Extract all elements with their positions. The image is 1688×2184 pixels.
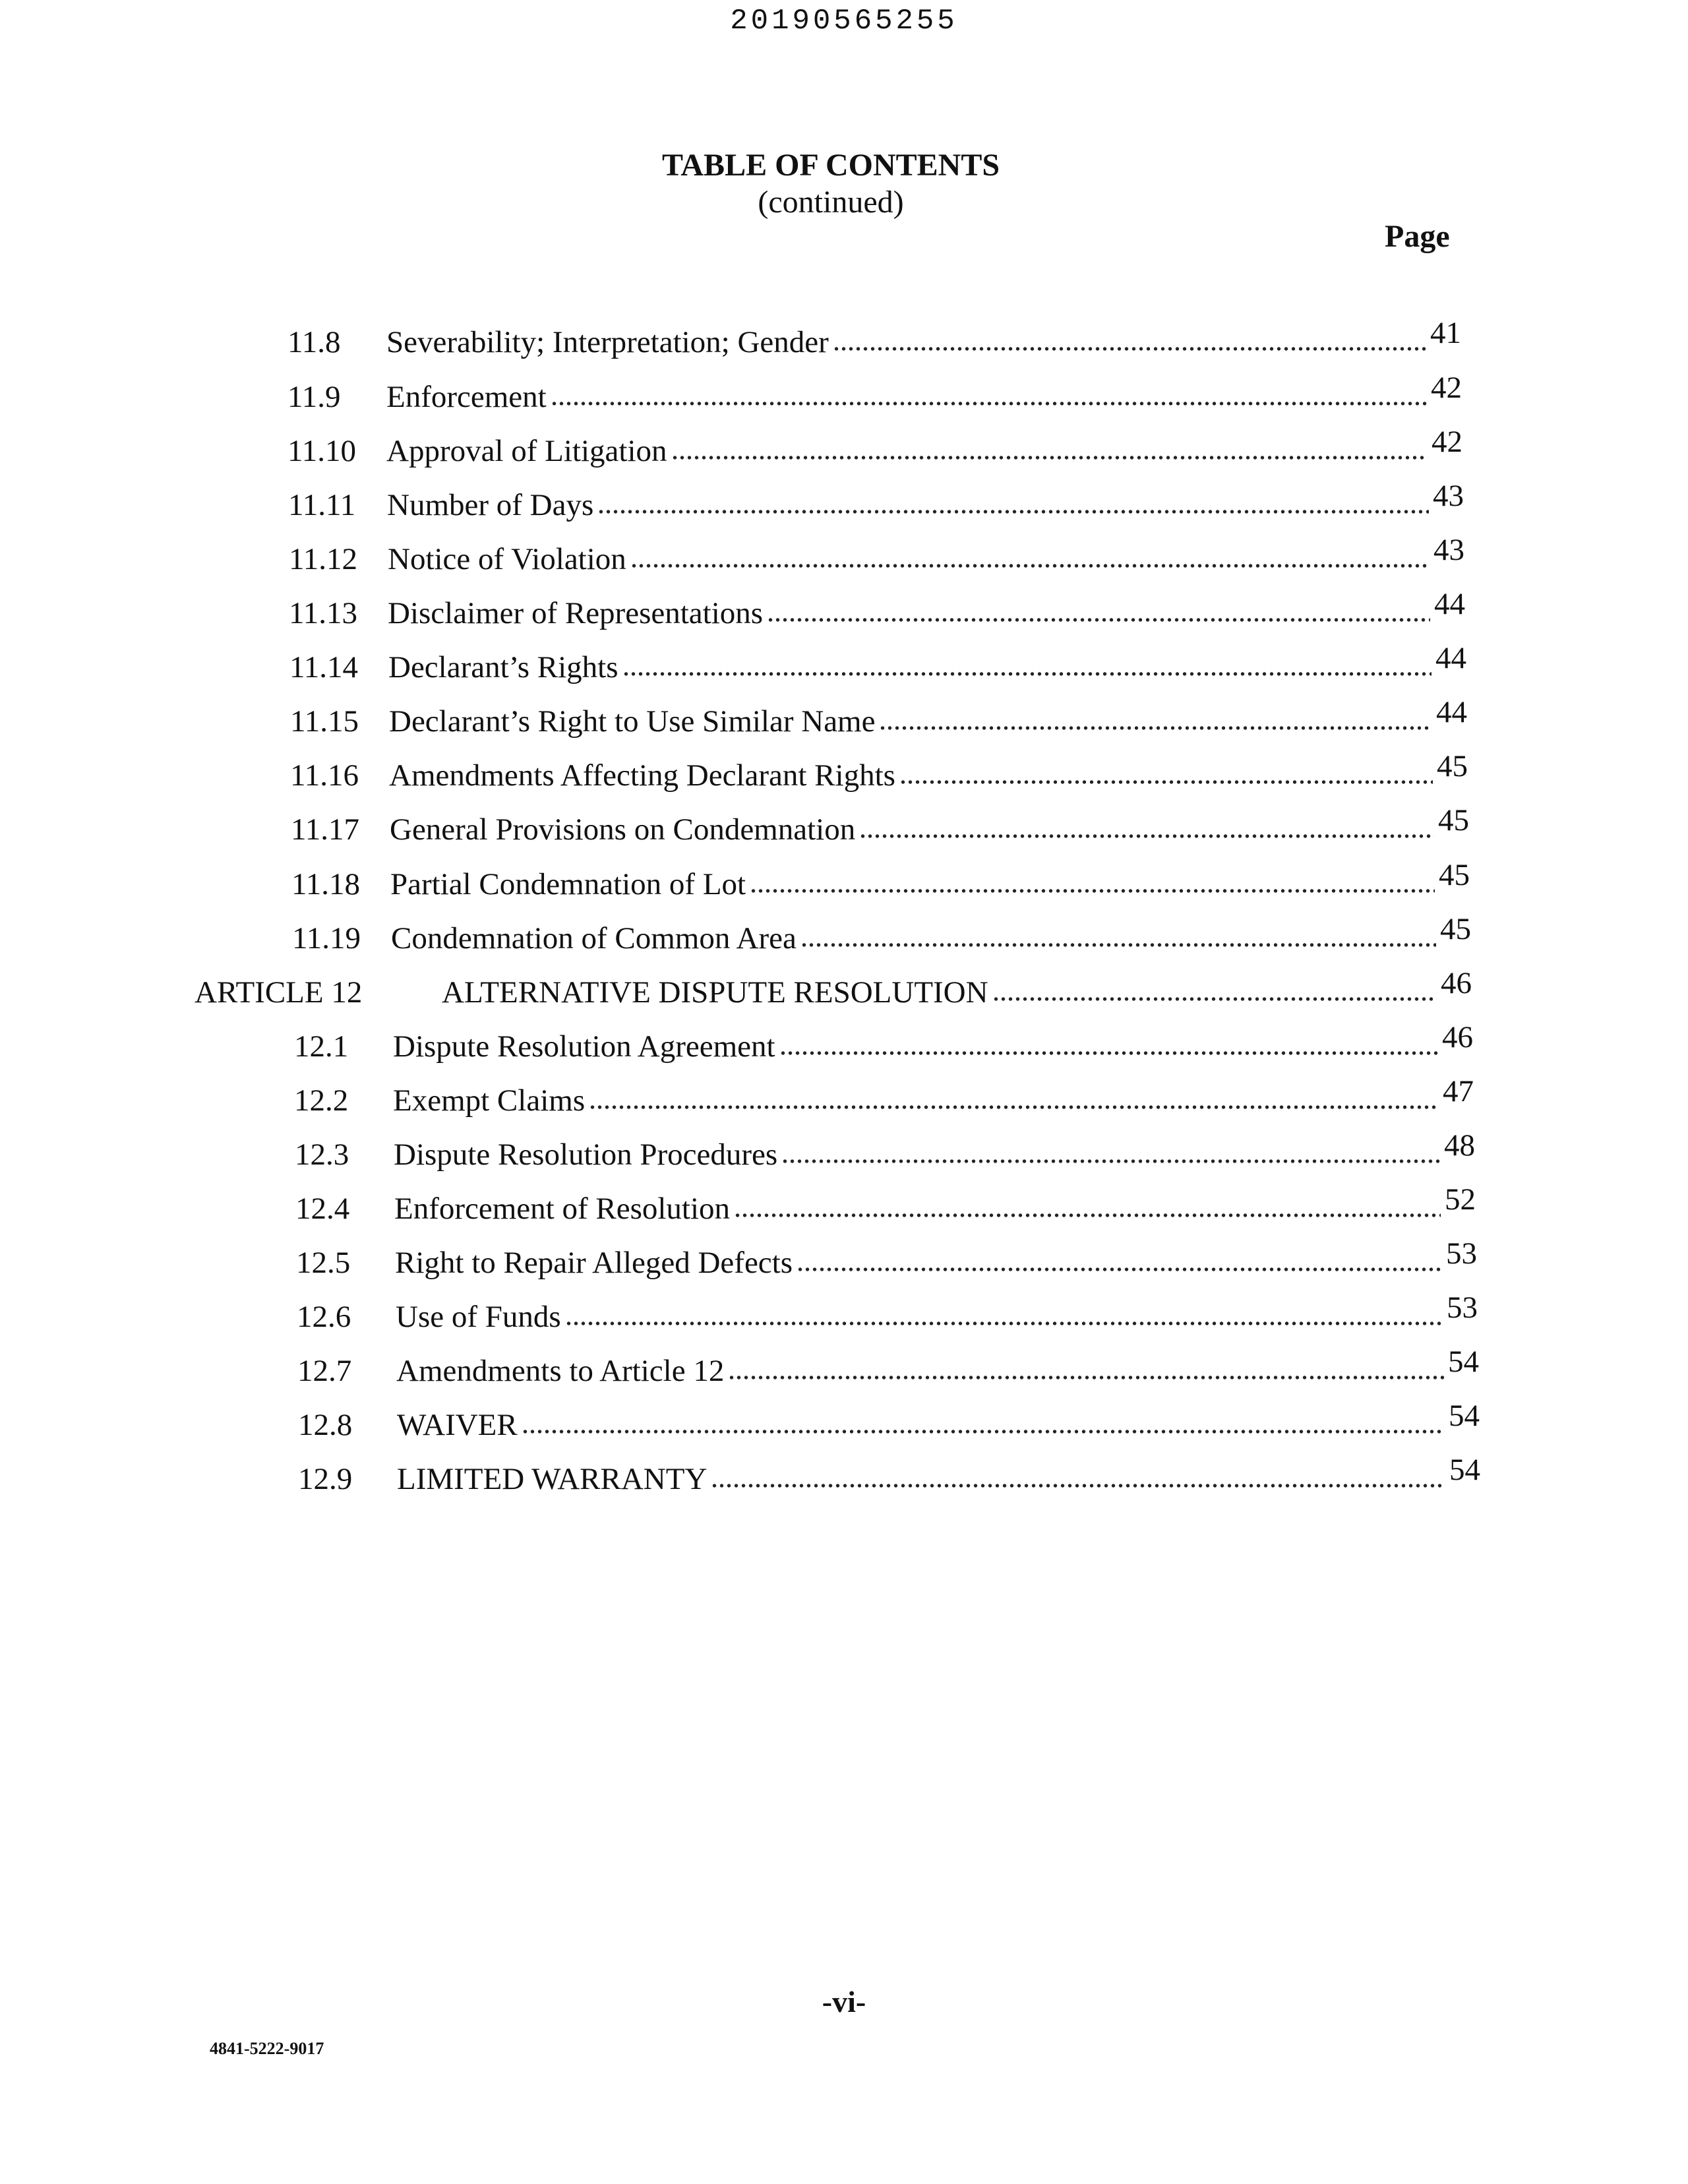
dot-leader [879, 724, 1432, 732]
toc-entry-number: 12.2 [294, 1083, 349, 1118]
toc-entry-number: 11.19 [292, 921, 361, 956]
toc-entry[interactable] [297, 1290, 1478, 1337]
dot-leader [597, 508, 1429, 516]
toc-entry-number: 12.6 [297, 1300, 351, 1334]
page-column-label: Page [1385, 219, 1450, 254]
dot-leader [899, 778, 1433, 786]
toc-entry-page: 54 [1449, 1453, 1480, 1487]
toc-entry-page: 45 [1440, 912, 1471, 946]
toc-entry[interactable] [289, 587, 1465, 634]
toc-entry-number: 11.8 [287, 325, 341, 359]
toc-entry-number: 11.11 [288, 488, 356, 522]
toc-entry-number: 12.1 [294, 1029, 349, 1064]
toc-entry[interactable] [298, 1399, 1480, 1445]
dot-leader [779, 1049, 1438, 1057]
toc-entry-title: Approval of Litigation [386, 434, 667, 468]
toc-entry[interactable] [295, 1128, 1475, 1175]
toc-entry[interactable] [298, 1453, 1480, 1500]
toc-entry-page: 46 [1441, 966, 1472, 1000]
toc-entry-number: 11.18 [291, 867, 361, 901]
toc-entry-number: 11.16 [290, 758, 359, 793]
dot-leader [800, 941, 1436, 949]
toc-entry-page: 45 [1438, 803, 1469, 837]
toc-entry[interactable] [287, 425, 1462, 471]
toc-entry-page: 47 [1443, 1074, 1474, 1108]
toc-entry[interactable] [291, 858, 1470, 905]
toc-entry-title: Amendments Affecting Declarant Rights [389, 758, 895, 793]
dot-leader [833, 345, 1426, 353]
toc-entry[interactable] [296, 1236, 1477, 1283]
toc-entry-number: 12.8 [298, 1408, 353, 1442]
toc-entry-title: LIMITED WARRANTY [397, 1462, 708, 1496]
dot-leader [671, 454, 1428, 462]
toc-entry-page: 44 [1436, 695, 1467, 729]
dot-leader [622, 670, 1432, 678]
dot-leader [734, 1211, 1441, 1219]
toc-entry-page: 54 [1448, 1345, 1479, 1379]
toc-entry-page: 53 [1446, 1236, 1477, 1271]
toc-entry-title: Enforcement [386, 380, 547, 414]
toc-entry-title: Dispute Resolution Agreement [393, 1029, 775, 1064]
document-number: 20190565255 [730, 5, 958, 38]
toc-entry[interactable] [290, 695, 1467, 742]
toc-entry[interactable] [290, 749, 1468, 796]
toc-entry[interactable] [291, 803, 1469, 850]
toc-entry[interactable] [294, 1020, 1473, 1067]
toc-entry[interactable] [287, 371, 1462, 417]
toc-entry[interactable] [295, 1182, 1476, 1229]
toc-entry-number: 11.13 [289, 596, 358, 630]
toc-entry-title: Partial Condemnation of Lot [390, 867, 746, 901]
toc-entry-title: ALTERNATIVE DISPUTE RESOLUTION [442, 975, 988, 1010]
toc-entry-number: 12.5 [296, 1246, 351, 1280]
dot-leader [859, 832, 1434, 840]
dot-leader [797, 1265, 1442, 1273]
toc-entry[interactable] [289, 533, 1464, 580]
toc-entry-page: 43 [1433, 479, 1464, 513]
dot-leader [589, 1103, 1439, 1111]
dot-leader [711, 1482, 1445, 1490]
toc-subheading: (continued) [758, 185, 904, 220]
toc-entry-number: ARTICLE 12 [195, 975, 363, 1010]
dot-leader [781, 1157, 1440, 1165]
toc-entry-title: Exempt Claims [393, 1083, 586, 1118]
toc-entry-title: WAIVER [397, 1408, 518, 1442]
toc-entry[interactable] [287, 316, 1461, 363]
toc-entry-number: 12.9 [298, 1462, 353, 1496]
toc-entry-title: Declarant’s Rights [388, 650, 618, 684]
dot-leader [992, 995, 1437, 1003]
dot-leader [728, 1374, 1444, 1381]
toc-entry-number: 11.15 [290, 704, 359, 739]
toc-entry-page: 43 [1433, 533, 1464, 567]
toc-entry-page: 42 [1432, 425, 1462, 459]
toc-entry-page: 44 [1435, 641, 1466, 675]
toc-entry-number: 11.14 [289, 650, 359, 684]
toc-entry[interactable] [292, 912, 1471, 959]
toc-entry-title: Condemnation of Common Area [391, 921, 797, 956]
toc-entry-number: 12.7 [297, 1354, 352, 1388]
toc-entry-title: Number of Days [387, 488, 594, 522]
footer-page-number: -vi- [822, 1985, 866, 2018]
toc-entry-page: 42 [1431, 371, 1462, 405]
dot-leader [565, 1320, 1443, 1327]
toc-entry-number: 11.12 [289, 542, 358, 576]
toc-entry-number: 12.3 [295, 1138, 349, 1172]
toc-entry-page: 45 [1439, 858, 1470, 892]
toc-heading: TABLE OF CONTENTS [661, 148, 1000, 183]
toc-entry-number: 12.4 [295, 1192, 350, 1226]
toc-entry-page: 46 [1442, 1020, 1473, 1054]
toc-entry-title: General Provisions on Condemnation [390, 812, 856, 847]
toc-entry[interactable] [294, 1074, 1474, 1121]
toc-entry-title: Notice of Violation [388, 542, 626, 576]
toc-entry-title: Right to Repair Alleged Defects [395, 1246, 793, 1280]
toc-entry-page: 41 [1430, 316, 1461, 350]
dot-leader [522, 1428, 1445, 1436]
toc-entry-page: 53 [1447, 1290, 1478, 1325]
toc-entry-title: Amendments to Article 12 [396, 1354, 725, 1388]
toc-entry-title: Disclaimer of Representations [388, 596, 764, 630]
toc-entry-page: 52 [1445, 1182, 1476, 1217]
toc-entry-title: Enforcement of Resolution [394, 1192, 731, 1226]
toc-entry-page: 45 [1437, 749, 1468, 783]
dot-leader [630, 562, 1430, 570]
toc-entry-title: Severability; Interpretation; Gender [386, 325, 829, 359]
toc-entry[interactable] [297, 1345, 1479, 1391]
toc-entry-title: Dispute Resolution Procedures [394, 1138, 778, 1172]
toc-entry-number: 11.17 [291, 812, 360, 847]
dot-leader [767, 616, 1430, 624]
toc-entry-number: 11.10 [287, 434, 357, 468]
toc-entry-title: Declarant’s Right to Use Similar Name [389, 704, 876, 739]
toc-entry-number: 11.9 [287, 380, 341, 414]
toc-entry-page: 54 [1449, 1399, 1480, 1433]
toc-entry[interactable] [288, 479, 1464, 526]
toc-entry-page: 48 [1444, 1128, 1475, 1163]
toc-article[interactable] [195, 966, 1472, 1013]
toc-entry[interactable] [289, 641, 1466, 688]
dot-leader [551, 400, 1427, 408]
dot-leader [750, 887, 1435, 895]
footer-document-id: 4841-5222-9017 [210, 2039, 324, 2058]
toc-entry-title: Use of Funds [396, 1300, 561, 1334]
toc-entry-page: 44 [1434, 587, 1465, 621]
